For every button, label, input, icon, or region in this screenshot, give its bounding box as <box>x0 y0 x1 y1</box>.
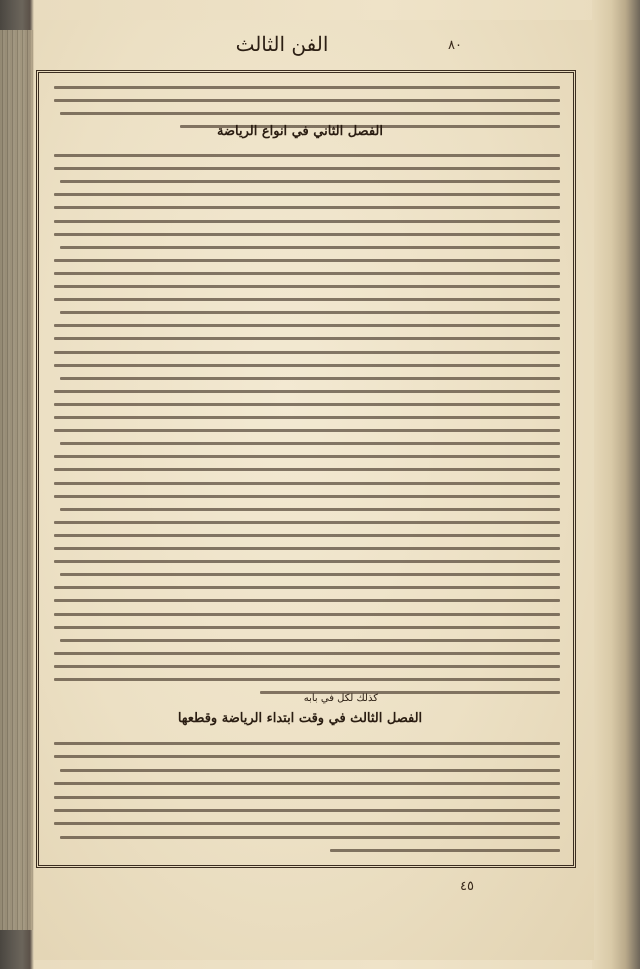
text-line <box>54 626 560 629</box>
text-line <box>60 573 560 576</box>
previous-pages-edge <box>0 30 34 930</box>
text-line <box>54 560 560 563</box>
text-line <box>54 206 560 209</box>
text-line <box>54 547 560 550</box>
text-line <box>54 652 560 655</box>
text-line <box>60 508 560 511</box>
text-line <box>54 742 560 745</box>
text-line <box>54 429 560 432</box>
text-line <box>60 769 560 772</box>
text-line <box>54 351 560 354</box>
text-line <box>60 377 560 380</box>
text-line <box>54 364 560 367</box>
text-line <box>60 246 560 249</box>
text-line <box>60 639 560 642</box>
section-3-body <box>46 736 568 862</box>
text-line <box>60 180 560 183</box>
text-line <box>54 259 560 262</box>
text-line <box>54 324 560 327</box>
text-line <box>54 403 560 406</box>
page-number: ٨٠ <box>448 38 462 53</box>
section-2-body <box>46 148 568 708</box>
text-line <box>330 849 560 852</box>
text-line <box>54 455 560 458</box>
text-line <box>60 442 560 445</box>
text-line <box>54 86 560 89</box>
book-spine-edge <box>592 0 640 969</box>
text-line <box>54 665 560 668</box>
signature-mark: ٤٥ <box>460 879 474 894</box>
text-line <box>54 390 560 393</box>
text-line <box>54 534 560 537</box>
section-heading-3: الفصل الثالث في وقت ابتداء الرياضة وقطعها <box>177 711 423 726</box>
section-2-closing-line: كذلك لكل في بابه <box>303 693 378 704</box>
page-title: الفن الثالث <box>235 32 329 56</box>
text-line <box>54 495 560 498</box>
text-line <box>60 836 560 839</box>
text-line <box>54 468 560 471</box>
text-line <box>54 416 560 419</box>
text-line <box>54 272 560 275</box>
text-line <box>54 822 560 825</box>
text-line <box>54 99 560 102</box>
section-heading-2: الفصل الثاني في انواع الرياضة <box>217 124 383 139</box>
text-line <box>54 586 560 589</box>
text-line <box>54 796 560 799</box>
text-line <box>54 809 560 812</box>
text-line <box>54 599 560 602</box>
text-line <box>54 154 560 157</box>
text-line <box>54 167 560 170</box>
text-line <box>54 678 560 681</box>
text-line <box>54 755 560 758</box>
text-line <box>54 782 560 785</box>
text-line <box>54 521 560 524</box>
text-line <box>54 233 560 236</box>
text-line <box>60 311 560 314</box>
text-line <box>54 220 560 223</box>
text-line <box>54 337 560 340</box>
text-line <box>54 482 560 485</box>
text-line <box>54 613 560 616</box>
text-line <box>54 285 560 288</box>
text-line <box>54 193 560 196</box>
text-line <box>54 298 560 301</box>
text-line <box>60 112 560 115</box>
